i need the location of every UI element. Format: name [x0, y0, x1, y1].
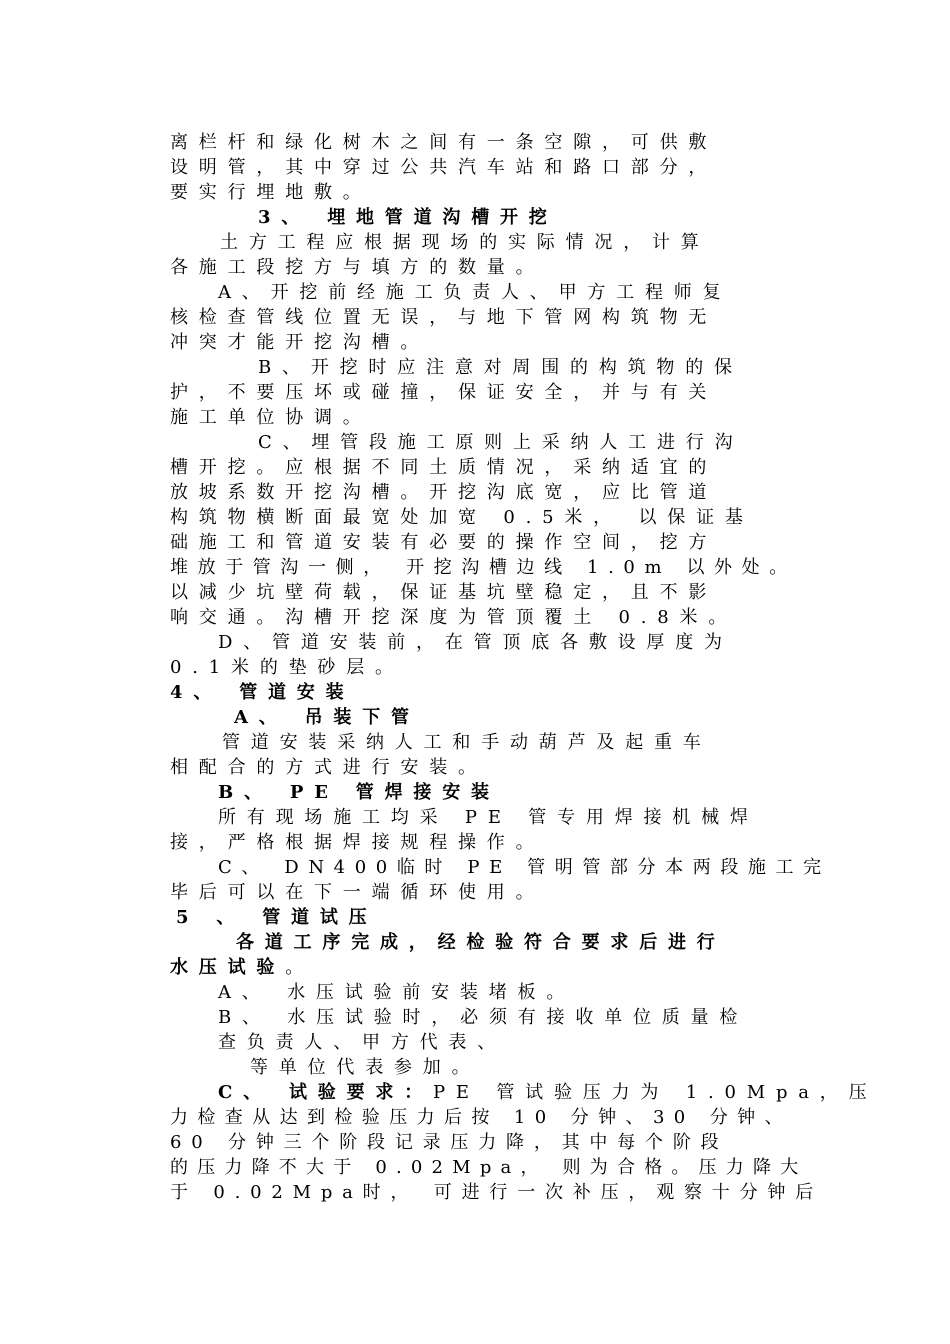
paragraph-line: 土方工程应根据现场的实际情况，计算: [220, 232, 710, 253]
section-heading-5: 5 、 管道试压: [176, 907, 378, 928]
paragraph-line: 冲突才能开挖沟槽。: [170, 332, 430, 353]
paragraph-line: 以减少坑壁荷载，保证基坑壁稳定，且不影: [170, 582, 718, 603]
paragraph-line: 响交通。沟槽开挖深度为管顶覆土 0.8米。: [170, 607, 738, 628]
paragraph-line: 护，不要压坏或碰撞，保证安全，并与有关: [170, 382, 718, 403]
paragraph-line: 堆放于管沟一侧， 开挖沟槽边线 1.0m 以外处。: [170, 557, 797, 578]
paragraph-line: 接，严格根据焊接规程操作。: [170, 832, 545, 853]
paragraph-line-mixed: [170, 955, 314, 980]
paragraph-line: 构筑物横断面最宽处加宽 0.5米， 以保证基: [170, 507, 754, 528]
paragraph-line: 毕后可以在下一端循环使用。: [170, 882, 545, 903]
paragraph-line: 放坡系数开挖沟槽。开挖沟底宽，应比管道: [170, 482, 718, 503]
paragraph-line: 要实行埋地敷。: [170, 182, 372, 203]
paragraph-line: 核检查管线位置无误，与地下管网构筑物无: [170, 307, 718, 328]
section-heading-4: 4、 管道安装: [170, 682, 355, 703]
paragraph-line: D、管道安装前，在管顶底各敷设厚度为: [218, 632, 733, 653]
paragraph-line: 60 分钟三个阶段记录压力降，其中每个阶段: [170, 1132, 729, 1153]
paragraph-line-mixed: [218, 1080, 877, 1105]
paragraph-line: 础施工和管道安装有必要的操作空间，挖方: [170, 532, 718, 553]
paragraph-line: 所有现场施工均采 PE 管专用焊接机械焊: [218, 807, 759, 828]
paragraph-line: 于 0.02Mpa时， 可进行一次补压，观察十分钟后: [170, 1182, 824, 1203]
paragraph-line: 的压力降不大于 0.02Mpa， 则为合格。压力降大: [170, 1157, 808, 1178]
paragraph-line: 等单位代表参加。: [250, 1057, 481, 1078]
paragraph-line: 离栏杆和绿化树木之间有一条空隙，可供敷: [170, 132, 718, 153]
paragraph-line: 力检查从达到检验压力后按 10 分钟、30 分钟、: [170, 1107, 792, 1128]
bold-phrase: C、 试验要求：: [218, 1082, 433, 1103]
paragraph-line: A、 水压试验前安装堵板。: [218, 982, 576, 1003]
paragraph-line: 设明管，其中穿过公共汽车站和路口部分，: [170, 157, 718, 178]
subheading-b: B、 PE 管焊接安装: [218, 782, 500, 803]
paragraph-line: B、开挖时应注意对周围的构筑物的保: [258, 357, 743, 378]
paragraph-line: 查负责人、甲方代表、: [218, 1032, 506, 1053]
paragraph-line: 槽开挖。应根据不同土质情况，采纳适宜的: [170, 457, 718, 478]
paragraph-line: 各施工段挖方与填方的数量。: [170, 257, 545, 278]
section-heading-3: 3、 埋地管道沟槽开挖: [258, 207, 558, 228]
paragraph-line: 相配合的方式进行安装。: [170, 757, 487, 778]
bold-phrase: 水压试验: [170, 957, 286, 978]
paragraph-line: 0.1米的垫砂层。: [170, 657, 404, 678]
paragraph-line: C、埋管段施工原则上采纳人工进行沟: [258, 432, 744, 453]
paragraph-text: PE 管试验压力为 1.0Mpa，压: [433, 1082, 878, 1103]
paragraph-line-bold: 各道工序完成，经检验符合要求后进行: [236, 932, 726, 953]
paragraph-line: 施工单位协调。: [170, 407, 372, 428]
paragraph-line: B、 水压试验时，必须有接收单位质量检: [218, 1007, 749, 1028]
paragraph-line: C、 DN400临时 PE 管明管部分本两段施工完: [218, 857, 831, 878]
paragraph-line: 管道安装采纳人工和手动葫芦及起重车: [222, 732, 712, 753]
paragraph-line: A、开挖前经施工负责人、甲方工程师复: [218, 282, 732, 303]
punctuation: 。: [285, 957, 315, 978]
subheading-a: A、 吊装下管: [234, 707, 420, 728]
